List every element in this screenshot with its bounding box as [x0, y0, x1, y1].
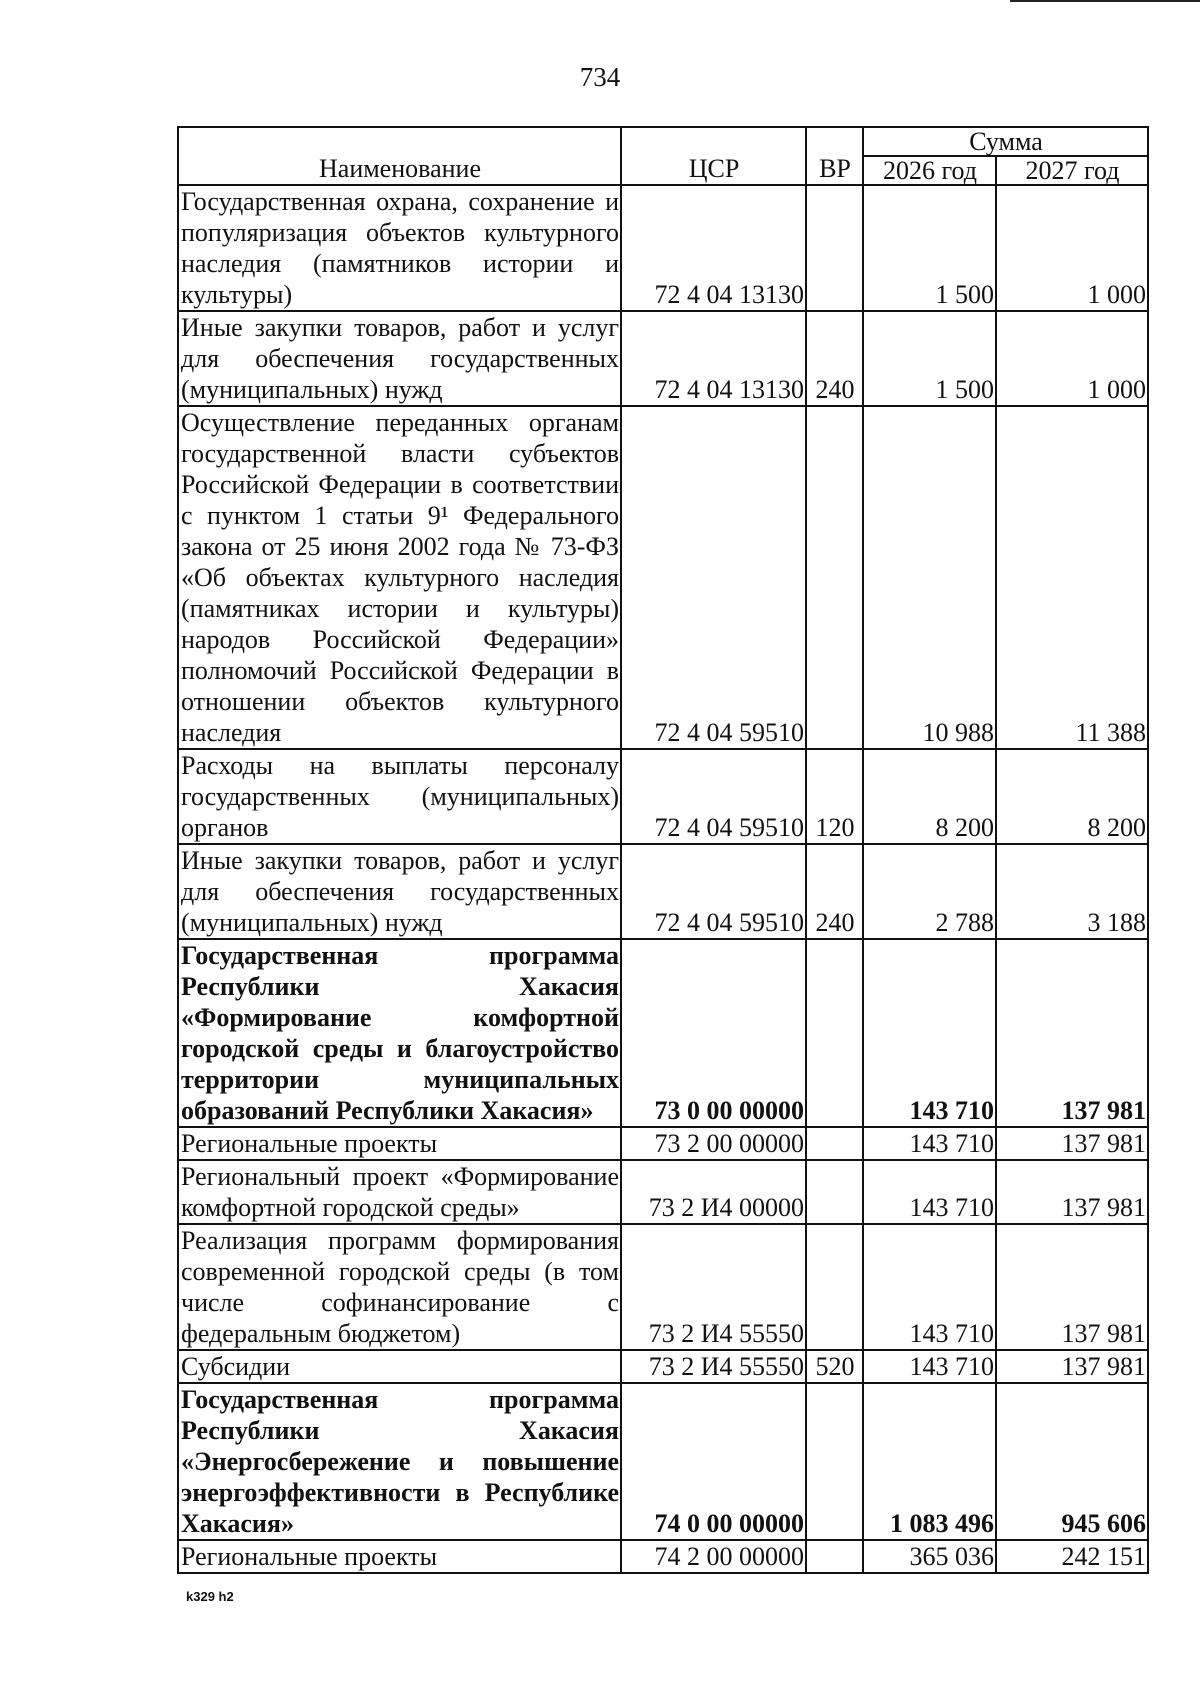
row-name-cell: Государственная программа Республики Хакасия «Формирование комфортной городской среды и благоустройство территории муниципальных образований Республики Хакасия» — [178, 939, 621, 1127]
row-name-cell: Иные закупки товаров, работ и услуг для обеспечения государственных (муниципальных) нужд — [178, 844, 621, 939]
table-row — [178, 1224, 1148, 1350]
row-sum-2027-cell: 137 981 — [996, 1350, 1148, 1383]
row-csr-cell: 73 0 00 00000 — [621, 939, 806, 1127]
row-vr-cell: 120 — [806, 749, 863, 844]
page-number: 734 — [579, 62, 621, 92]
scan-edge-line — [1010, 0, 1200, 2]
row-csr-cell: 72 4 04 59510 — [621, 406, 806, 749]
header-name: Наименование — [178, 127, 621, 185]
row-sum-2027-cell: 137 981 — [996, 1224, 1148, 1350]
row-sum-2027-cell: 137 981 — [996, 939, 1148, 1127]
row-vr-cell — [806, 1127, 863, 1160]
row-vr-cell — [806, 939, 863, 1127]
table-row — [178, 311, 1148, 406]
row-sum-2027-cell: 11 388 — [996, 406, 1148, 749]
row-vr-cell: 520 — [806, 1350, 863, 1383]
row-csr-cell: 72 4 04 59510 — [621, 749, 806, 844]
table-row — [178, 939, 1148, 1127]
row-sum-2026-cell: 1 500 — [863, 185, 996, 311]
row-sum-2027-cell: 8 200 — [996, 749, 1148, 844]
row-name-cell: Осуществление переданных органам государственной власти субъектов Российской Федерации в соответствии с пунктом 1 статьи 9¹ Федерального закона от 25 июня 2002 года № 73-ФЗ «Об объектах культурного наследия (памятниках истории и культуры) народов Российской Федерации» полномочий Российской Федерации в отношении объектов культурного наследия — [178, 406, 621, 749]
row-sum-2027-cell: 3 188 — [996, 844, 1148, 939]
row-sum-2027-cell: 1 000 — [996, 311, 1148, 406]
table-row — [178, 185, 1148, 311]
row-name-cell: Региональные проекты — [178, 1127, 621, 1160]
header-year-2026: 2026 год — [863, 156, 996, 185]
row-vr-cell: 240 — [806, 844, 863, 939]
row-name-cell: Иные закупки товаров, работ и услуг для обеспечения государственных (муниципальных) нужд — [178, 311, 621, 406]
row-csr-cell: 73 2 И4 55550 — [621, 1224, 806, 1350]
row-sum-2026-cell: 143 710 — [863, 1127, 996, 1160]
budget-table — [177, 126, 1149, 1574]
row-csr-cell: 72 4 04 13130 — [621, 185, 806, 311]
row-sum-2026-cell: 1 083 496 — [863, 1383, 996, 1540]
row-vr-cell — [806, 406, 863, 749]
row-vr-cell — [806, 1224, 863, 1350]
row-sum-2026-cell: 8 200 — [863, 749, 996, 844]
row-sum-2026-cell: 10 988 — [863, 406, 996, 749]
table-row — [178, 1540, 1148, 1573]
table-row — [178, 844, 1148, 939]
header-csr: ЦСР — [621, 127, 806, 185]
table-body — [178, 185, 1148, 1573]
row-sum-2026-cell: 143 710 — [863, 1224, 996, 1350]
row-vr-cell — [806, 185, 863, 311]
row-csr-cell: 73 2 И4 55550 — [621, 1350, 806, 1383]
row-name-cell: Государственная программа Республики Хакасия «Энергосбережение и повышение энергоэффективности в Республике Хакасия» — [178, 1383, 621, 1540]
table-row — [178, 1127, 1148, 1160]
row-sum-2026-cell: 143 710 — [863, 939, 996, 1127]
footer-code: k329 h2 — [186, 1589, 234, 1604]
row-name-cell: Расходы на выплаты персоналу государственных (муниципальных) органов — [178, 749, 621, 844]
row-sum-2026-cell: 2 788 — [863, 844, 996, 939]
row-vr-cell — [806, 1160, 863, 1224]
table-row — [178, 749, 1148, 844]
table-row — [178, 1383, 1148, 1540]
row-sum-2027-cell: 137 981 — [996, 1127, 1148, 1160]
row-sum-2026-cell: 365 036 — [863, 1540, 996, 1573]
row-name-cell: Государственная охрана, сохранение и популяризация объектов культурного наследия (памятников истории и культуры) — [178, 185, 621, 311]
row-sum-2026-cell: 1 500 — [863, 311, 996, 406]
row-csr-cell: 72 4 04 13130 — [621, 311, 806, 406]
row-csr-cell: 72 4 04 59510 — [621, 844, 806, 939]
header-sum: Сумма — [863, 127, 1148, 156]
row-name-cell: Региональные проекты — [178, 1540, 621, 1573]
row-csr-cell: 73 2 И4 00000 — [621, 1160, 806, 1224]
row-name-cell: Реализация программ формирования современной городской среды (в том числе софинансирование с федеральным бюджетом) — [178, 1224, 621, 1350]
header-vr: ВР — [806, 127, 863, 185]
table-row — [178, 406, 1148, 749]
table-row — [178, 1350, 1148, 1383]
row-vr-cell: 240 — [806, 311, 863, 406]
row-vr-cell — [806, 1383, 863, 1540]
row-sum-2027-cell: 242 151 — [996, 1540, 1148, 1573]
row-name-cell: Региональный проект «Формирование комфортной городской среды» — [178, 1160, 621, 1224]
header-year-2027: 2027 год — [996, 156, 1148, 185]
row-csr-cell: 74 0 00 00000 — [621, 1383, 806, 1540]
row-sum-2027-cell: 137 981 — [996, 1160, 1148, 1224]
row-sum-2026-cell: 143 710 — [863, 1350, 996, 1383]
table-row — [178, 1160, 1148, 1224]
row-name-cell: Субсидии — [178, 1350, 621, 1383]
row-csr-cell: 73 2 00 00000 — [621, 1127, 806, 1160]
row-sum-2027-cell: 945 606 — [996, 1383, 1148, 1540]
table-header — [178, 127, 1148, 185]
row-sum-2027-cell: 1 000 — [996, 185, 1148, 311]
row-sum-2026-cell: 143 710 — [863, 1160, 996, 1224]
row-vr-cell — [806, 1540, 863, 1573]
row-csr-cell: 74 2 00 00000 — [621, 1540, 806, 1573]
